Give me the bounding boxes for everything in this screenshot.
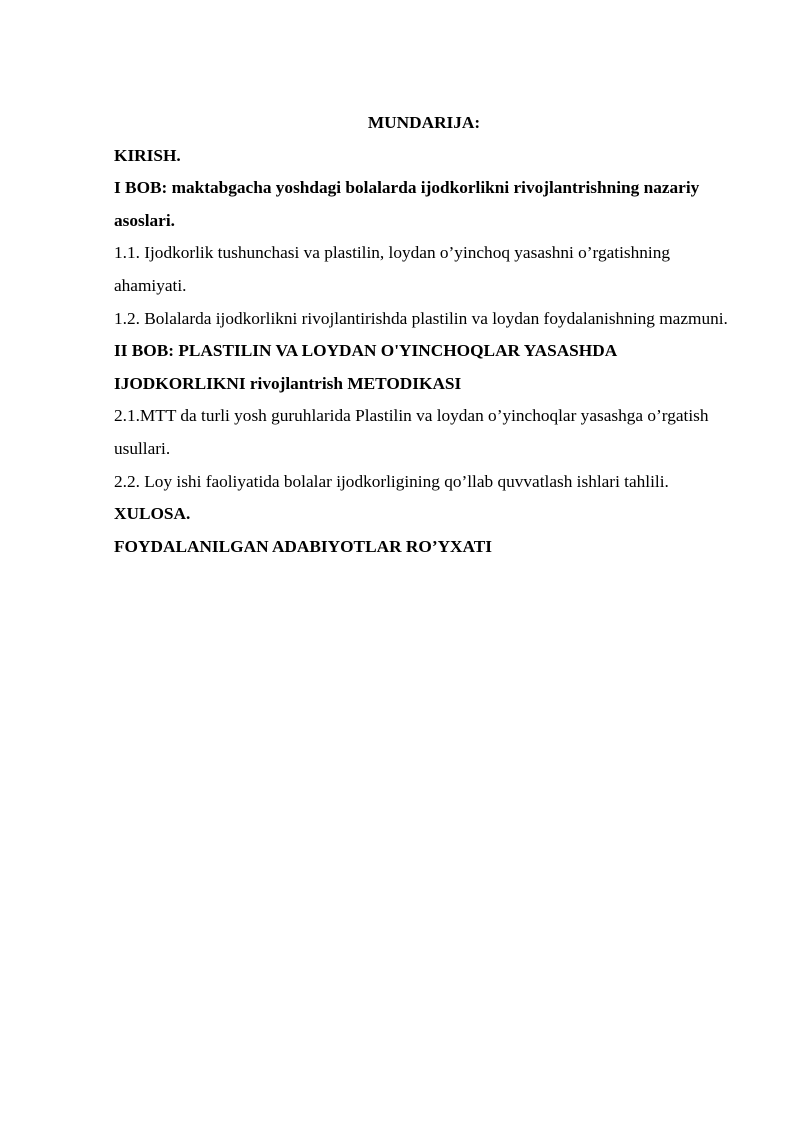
toc-entry-chapter-1: I BOB: maktabgacha yoshdagi bolalarda ijodkorlikni rivojlantrishning nazariy asoslari. (114, 178, 700, 230)
toc-entry-conclusion: XULOSA. (114, 504, 191, 524)
table-of-contents (114, 107, 734, 563)
toc-entry-section-2-1: 2.1.MTT da turli yosh guruhlarida Plastilin va loydan o’yinchoqlar yasashga o’rgatish usullari. (114, 406, 709, 458)
toc-title: MUNDARIJA: (367, 113, 481, 132)
toc-entry-section-2-2: 2.2. Loy ishi faoliyatida bolalar ijodkorligining qo’llab quvvatlash ishlari tahlili. (114, 471, 669, 491)
toc-entry-section-1-1: 1.1. Ijodkorlik tushunchasi va plastilin, loydan o’yinchoq yasashni o’rgatishning ahamiyati. (114, 243, 670, 295)
toc-entry-introduction: KIRISH. (114, 145, 181, 165)
toc-entry-chapter-2: II BOB: PLASTILIN VA LOYDAN O'YINCHOQLAR YASASHDA IJODKORLIKNI rivojlantrish METODIKASI (114, 341, 617, 393)
toc-entry-section-1-2: 1.2. Bolalarda ijodkorlikni rivojlantirishda plastilin va loydan foydalanishning mazmuni. (114, 308, 728, 328)
toc-entry-references: FOYDALANILGAN ADABIYOTLAR RO’YXATI (114, 536, 492, 556)
